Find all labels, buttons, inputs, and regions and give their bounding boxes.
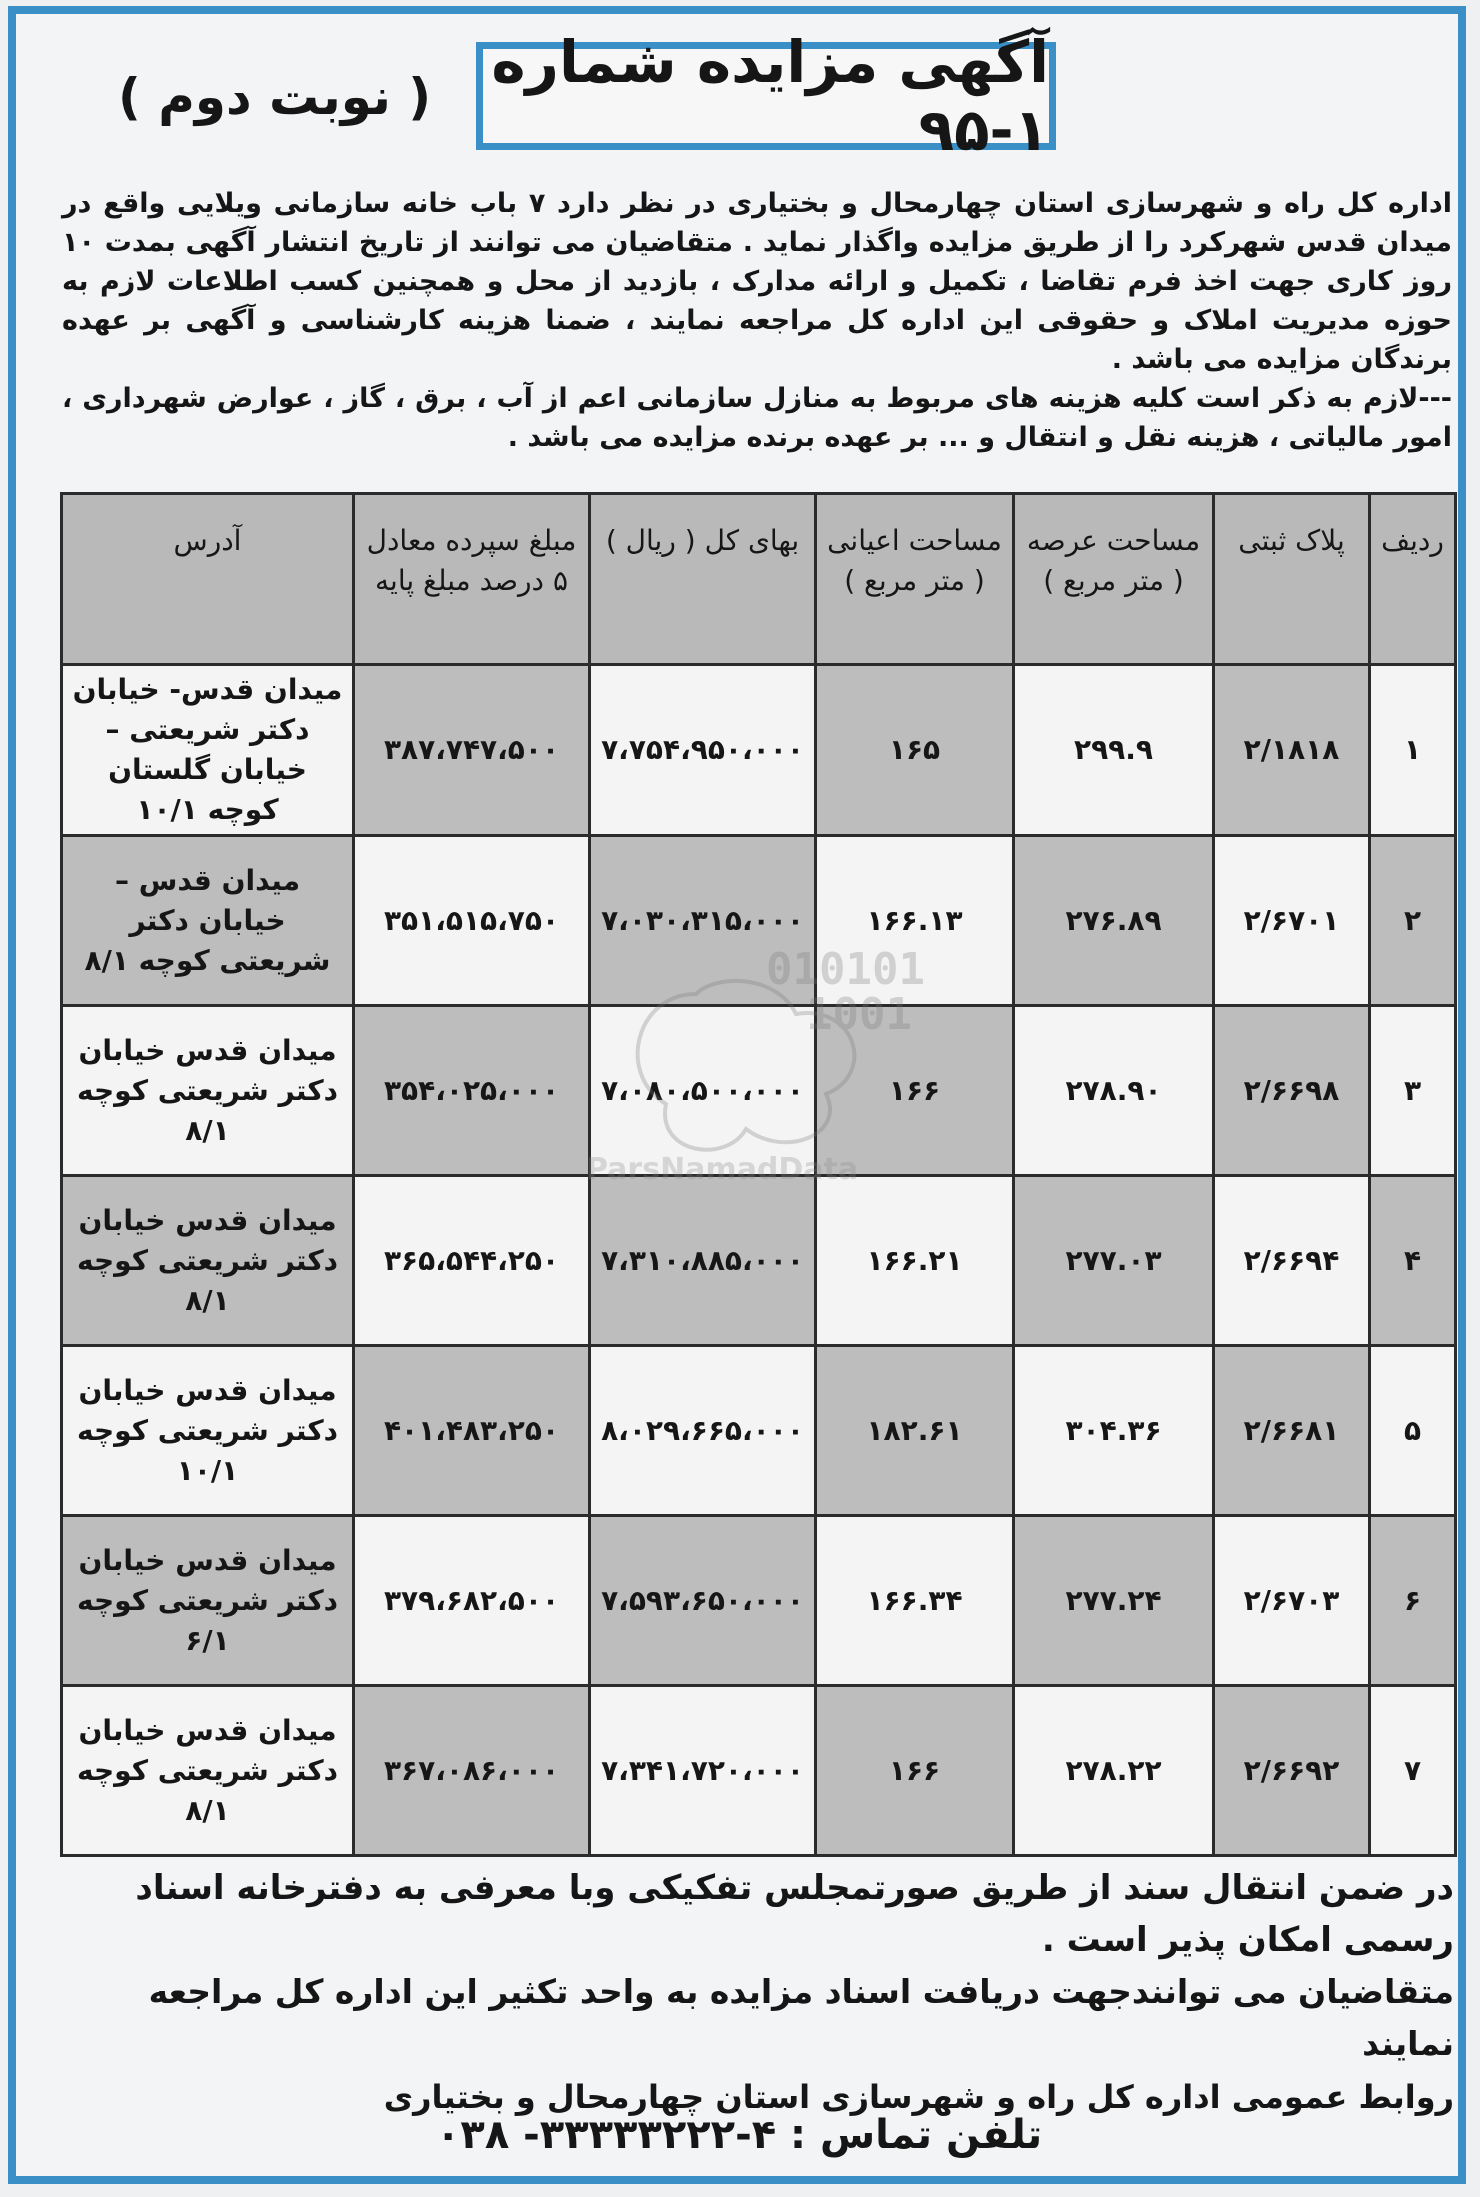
footer-line-2: متقاضیان می توانندجهت دریافت اسناد مزایده به واحد تکثیر این اداره کل مراجعه نمایند <box>148 1972 1454 2063</box>
cell-address: میدان قدس خیابان دکتر شریعتی کوچه ۶/۱ <box>62 1516 354 1686</box>
cell-plate: ۲/۶۷۰۳ <box>1214 1516 1370 1686</box>
table-row <box>62 665 1456 836</box>
cell-deposit: ۳۶۷،۰۸۶،۰۰۰ <box>354 1686 590 1856</box>
cell-building-area: ۱۶۶.۲۱ <box>816 1176 1014 1346</box>
cell-plate: ۲/۶۶۹۲ <box>1214 1686 1370 1856</box>
cell-total-price: ۷،۰۸۰،۵۰۰،۰۰۰ <box>590 1006 816 1176</box>
table-row <box>62 1346 1456 1516</box>
watermark-digits-1: 010101 <box>766 944 925 995</box>
cell-total-price: ۷،۳۱۰،۸۸۵،۰۰۰ <box>590 1176 816 1346</box>
cell-building-area: ۱۸۲.۶۱ <box>816 1346 1014 1516</box>
cell-total-price: ۷،۷۵۴،۹۵۰،۰۰۰ <box>590 665 816 836</box>
header-row-number: ردیف <box>1370 494 1456 665</box>
cell-total-price: ۷،۰۳۰،۳۱۵،۰۰۰ <box>590 836 816 1006</box>
header-total-price: بهای کل ( ریال ) <box>590 494 816 665</box>
table-row <box>62 1006 1456 1176</box>
header-land-area: مساحت عرصه ( متر مربع ) <box>1014 494 1214 665</box>
cell-row: ۲ <box>1370 836 1456 1006</box>
cell-plate: ۲/۶۶۸۱ <box>1214 1346 1370 1516</box>
round-label: ( نوبت دوم ) <box>118 68 432 126</box>
cell-address: میدان قدس خیابان دکتر شریعتی کوچه ۸/۱ <box>62 1006 354 1176</box>
cell-address: میدان قدس خیابان دکتر شریعتی کوچه ۱۰/۱ <box>62 1346 354 1516</box>
cell-row: ۳ <box>1370 1006 1456 1176</box>
cell-deposit: ۳۵۴،۰۲۵،۰۰۰ <box>354 1006 590 1176</box>
cell-land-area: ۲۷۸.۲۲ <box>1014 1686 1214 1856</box>
cell-land-area: ۳۰۴.۳۶ <box>1014 1346 1214 1516</box>
cell-deposit: ۳۶۵،۵۴۴،۲۵۰ <box>354 1176 590 1346</box>
cell-plate: ۲/۱۸۱۸ <box>1214 665 1370 836</box>
cell-row: ۶ <box>1370 1516 1456 1686</box>
table-header-row <box>62 494 1456 665</box>
footer-line-1: در ضمن انتقال سند از طریق صورتمجلس تفکیکی وبا معرفی به دفترخانه اسناد رسمی امکان پذیر است . <box>135 1868 1454 1960</box>
cell-row: ۱ <box>1370 665 1456 836</box>
cell-deposit: ۴۰۱،۴۸۳،۲۵۰ <box>354 1346 590 1516</box>
cell-total-price: ۷،۳۴۱،۷۲۰،۰۰۰ <box>590 1686 816 1856</box>
header-address: آدرس <box>62 494 354 665</box>
cell-building-area: ۱۶۶ <box>816 1006 1014 1176</box>
intro-text <box>62 184 1452 457</box>
footer-line-3: روابط عمومی اداره کل راه و شهرسازی استان چهارمحال و بختیاری <box>383 2078 1454 2116</box>
cell-land-area: ۲۷۷.۲۴ <box>1014 1516 1214 1686</box>
advertisement-page <box>8 6 1466 2184</box>
cell-row: ۵ <box>1370 1346 1456 1516</box>
header-plate: پلاک ثبتی <box>1214 494 1370 665</box>
cell-row: ۷ <box>1370 1686 1456 1856</box>
header-deposit: مبلغ سپرده معادل ۵ درصد مبلغ پایه <box>354 494 590 665</box>
intro-note: ---لازم به ذکر است کلیه هزینه های مربوط به منازل سازمانی اعم از آب ، برق ، گاز ، عوارض شهرداری ، امور مالیاتی ، هزینه نقل و انتقال و ... بر عهده برنده مزایده می باشد . <box>62 383 1452 453</box>
cell-building-area: ۱۶۶.۱۳ <box>816 836 1014 1006</box>
cell-address: میدان قدس خیابان دکتر شریعتی کوچه ۸/۱ <box>62 1686 354 1856</box>
footer-text <box>62 1862 1454 2124</box>
cell-plate: ۲/۶۷۰۱ <box>1214 836 1370 1006</box>
page-title: آگهی مزایده شماره ۱-۹۵ <box>491 28 1049 164</box>
cell-deposit: ۳۵۱،۵۱۵،۷۵۰ <box>354 836 590 1006</box>
cell-plate: ۲/۶۶۹۸ <box>1214 1006 1370 1176</box>
phone-number: تلفن تماس : ۴-۳۳۳۳۳۲۲۲- ۰۳۸ <box>436 2112 1043 2158</box>
cell-building-area: ۱۶۶.۳۴ <box>816 1516 1014 1686</box>
table-row <box>62 1176 1456 1346</box>
watermark-brand: ParsNamadData <box>586 1152 859 1187</box>
cell-row: ۴ <box>1370 1176 1456 1346</box>
cell-address: میدان قدس خیابان دکتر شریعتی کوچه ۸/۱ <box>62 1176 354 1346</box>
cell-total-price: ۸،۰۲۹،۶۶۵،۰۰۰ <box>590 1346 816 1516</box>
cell-plate: ۲/۶۶۹۴ <box>1214 1176 1370 1346</box>
cell-total-price: ۷،۵۹۳،۶۵۰،۰۰۰ <box>590 1516 816 1686</box>
cell-address: میدان قدس – خیابان دکتر شریعتی کوچه ۸/۱ <box>62 836 354 1006</box>
watermark-digits-2: 1001 <box>806 989 912 1040</box>
cell-land-area: ۲۷۸.۹۰ <box>1014 1006 1214 1176</box>
cell-address: میدان قدس- خیابان دکتر شریعتی – خیابان گلستان کوچه ۱۰/۱ <box>62 665 354 836</box>
cell-deposit: ۳۸۷،۷۴۷،۵۰۰ <box>354 665 590 836</box>
auction-table <box>60 492 1457 1857</box>
title-box <box>476 28 1056 164</box>
table-row <box>62 1516 1456 1686</box>
cell-land-area: ۲۷۶.۸۹ <box>1014 836 1214 1006</box>
table-row <box>62 1686 1456 1856</box>
cell-building-area: ۱۶۶ <box>816 1686 1014 1856</box>
cell-deposit: ۳۷۹،۶۸۲،۵۰۰ <box>354 1516 590 1686</box>
cell-land-area: ۲۷۷.۰۳ <box>1014 1176 1214 1346</box>
table-row <box>62 836 1456 1006</box>
cell-land-area: ۲۹۹.۹ <box>1014 665 1214 836</box>
header-building-area: مساحت اعیانی ( متر مربع ) <box>816 494 1014 665</box>
cell-building-area: ۱۶۵ <box>816 665 1014 836</box>
intro-paragraph: اداره کل راه و شهرسازی استان چهارمحال و بختیاری در نظر دارد ۷ باب خانه سازمانی ویلایی واقع در میدان قدس شهرکرد را از طریق مزایده واگذار نماید . متقاضیان می توانند از تاریخ انتشار آگهی بمدت ۱۰ روز کاری جهت اخذ فرم تقاضا ، تکمیل و ارائه مدارک ، بازدید از محل و همچنین کسب اطلاعات لازم به حوزه مدیریت املاک و حقوقی این اداره کل مراجعه نمایند ، ضمنا هزینه کارشناسی و آگهی بر عهده برندگان مزایده می باشد . <box>62 188 1452 375</box>
